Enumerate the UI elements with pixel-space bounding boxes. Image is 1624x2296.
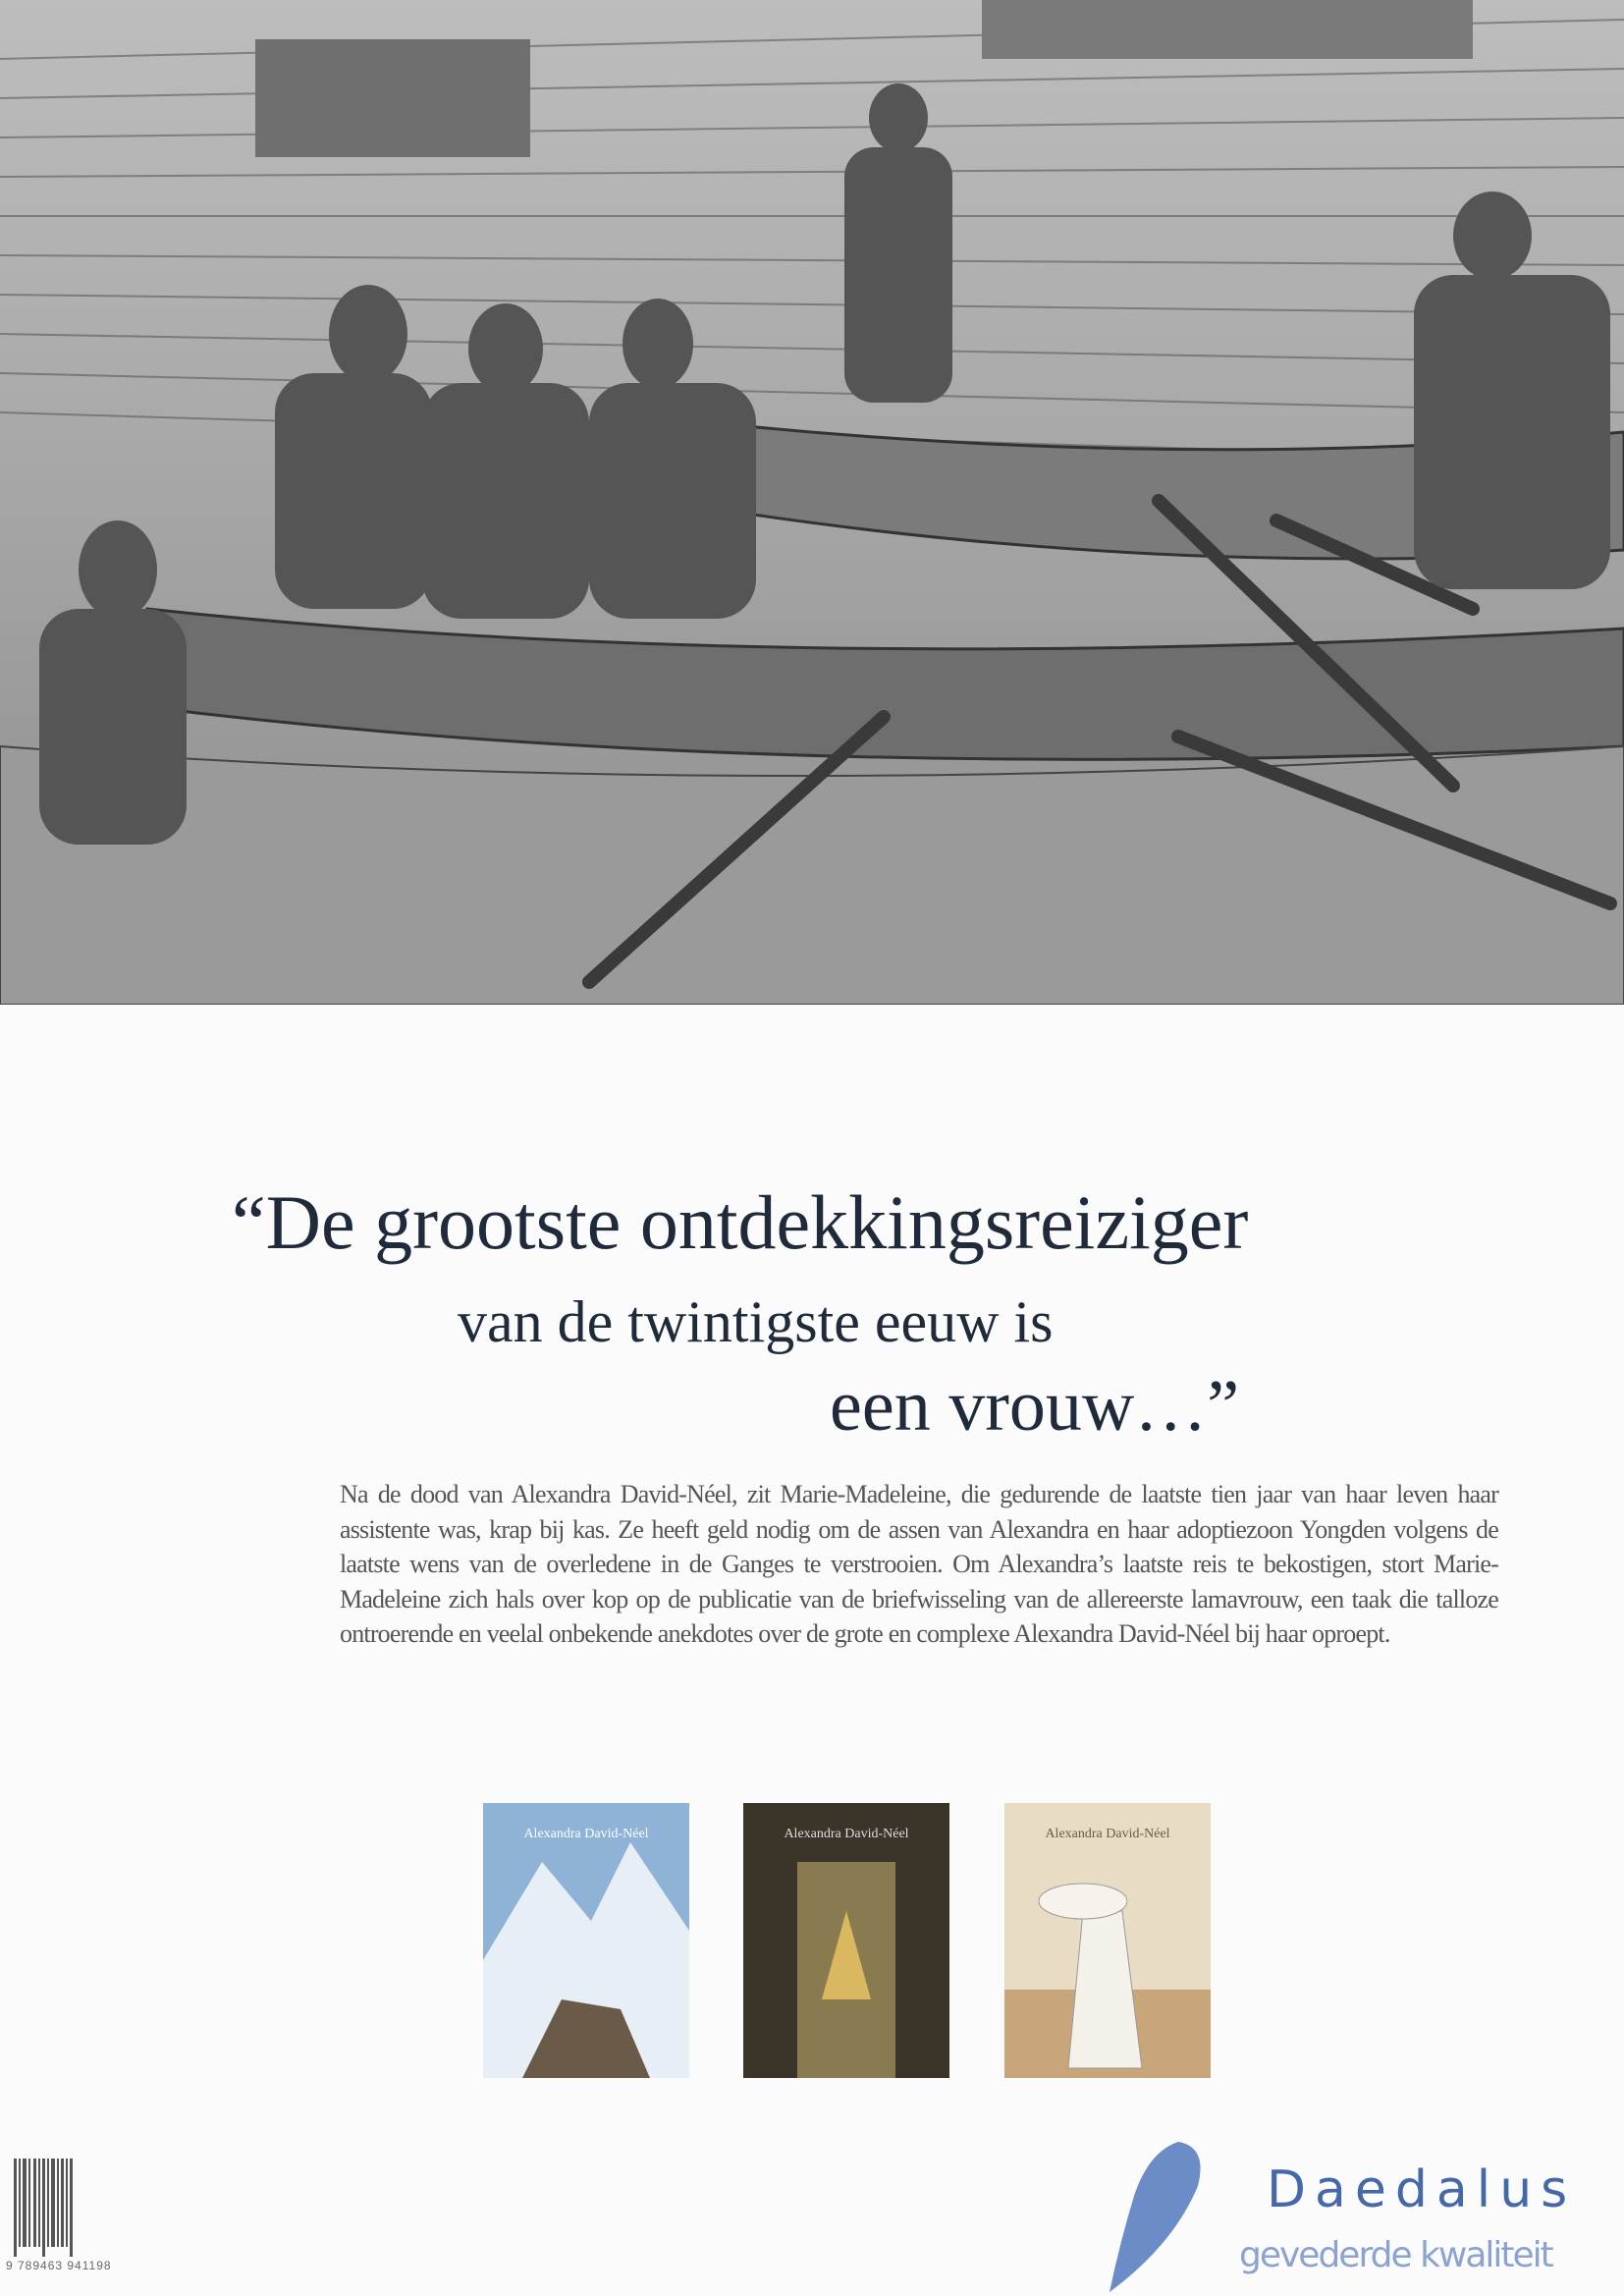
cover-thumbnail-volume-2 bbox=[743, 1803, 949, 2078]
publisher-name: Daedalus bbox=[1267, 2160, 1577, 2219]
quote-line-2: van de twintigste eeuw is bbox=[458, 1289, 1054, 1354]
quote-line-3: een vrouw…” bbox=[830, 1366, 1240, 1447]
blurb-text: Na de dood van Alexandra David-Néel, zit Marie-Madeleine, die gedurende de laatste tien jaar van haar leven haar assistente was, krap bij kas. Ze heeft geld nodig om de assen van Alexandra en haar adoptiezoon Yongden volgens de laatste wens van de overledene in de Ganges te verstrooien. Om Alexandra’s laatste reis te bekostigen, stort Marie-Madeleine zich hals over kop op de publicatie van de briefwisseling van de allereerste lamavrouw, een taak die talloze ontroerende en veelal onbekende anekdotes over de grote en complexe Alexandra David-Néel bij haar oproept. bbox=[340, 1480, 1498, 1648]
barcode bbox=[14, 2159, 75, 2257]
cover-thumbnail-volume-3 bbox=[1004, 1803, 1211, 2078]
cover-thumbnail-volume-1 bbox=[483, 1803, 689, 2078]
publisher-tagline: gevederde kwaliteit bbox=[1239, 2235, 1552, 2275]
barcode-number: 9 789463 941198 bbox=[6, 2259, 112, 2272]
feather-logo-icon bbox=[1080, 2137, 1218, 2292]
quote-line-1: “De grootste ontdekkingsreiziger bbox=[232, 1179, 1249, 1265]
cover-title: Alexandra David-Néel bbox=[784, 1827, 909, 1841]
comic-illustration-ganges-ghats bbox=[0, 0, 1624, 1005]
cover-title: Alexandra David-Néel bbox=[523, 1827, 649, 1841]
cover-title: Alexandra David-Néel bbox=[1045, 1827, 1170, 1841]
